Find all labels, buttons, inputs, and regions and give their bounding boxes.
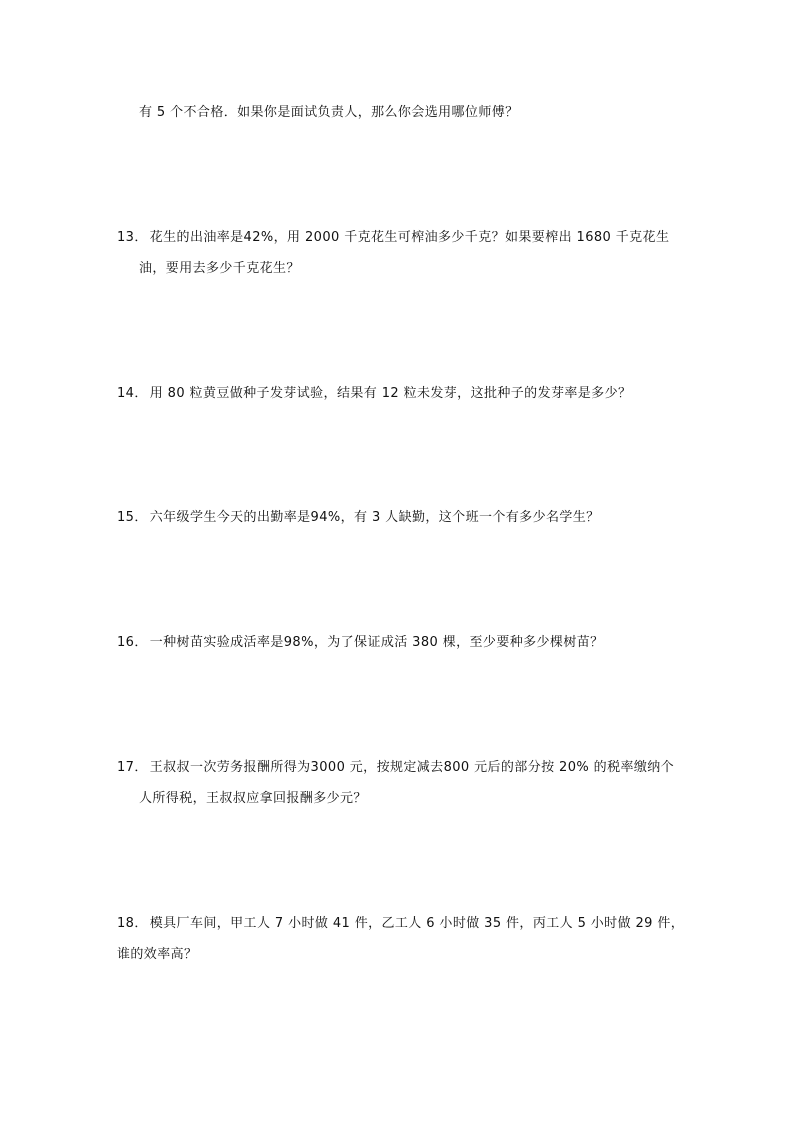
problem-13-line-1 <box>117 229 669 247</box>
problem-17-line-1 <box>117 759 674 777</box>
problem-18-text: 模具厂车间，甲工人 7 小时做 41 件，乙工人 6 小时做 35 件，丙工人 5 小时做 29 件， <box>149 916 685 931</box>
problem-15-text: 六年级学生今天的出勤率是94%，有 3 人缺勤，这个班一个有多少名学生？ <box>149 510 600 525</box>
problem-15-line-1 <box>117 509 600 527</box>
problem-13-number: 13． <box>117 230 148 245</box>
problem-17-number: 17． <box>117 760 148 775</box>
problem-14-number: 14． <box>117 386 148 401</box>
problem-15-number: 15． <box>117 510 148 525</box>
problem-16-number: 16． <box>117 635 148 650</box>
problem-13-line-2: 油，要用去多少千克花生？ <box>139 261 300 276</box>
problem-16-line-1 <box>117 634 604 652</box>
problem-17-line-2: 人所得税，王叔叔应拿回报酬多少元？ <box>139 791 367 806</box>
problem-17-text: 王叔叔一次劳务报酬所得为3000 元，按规定减去800 元后的部分按 20% 的税率缴纳个 <box>149 760 675 775</box>
problem-12-continuation: 有 5 个不合格．如果你是面试负责人，那么你会选用哪位师傅？ <box>139 105 519 120</box>
problem-14-text: 用 80 粒黄豆做种子发芽试验，结果有 12 粒未发芽，这批种子的发芽率是多少？ <box>149 386 632 401</box>
problem-18-line-1 <box>117 915 684 933</box>
problem-18-line-2: 谁的效率高？ <box>117 947 198 962</box>
problem-16-text: 一种树苗实验成活率是98%，为了保证成活 380 棵，至少要种多少棵树苗？ <box>149 635 604 650</box>
problem-13-text: 花生的出油率是42%，用 2000 千克花生可榨油多少千克？如果要榨出 1680 千克花生 <box>149 230 670 245</box>
problem-14-line-1 <box>117 385 631 403</box>
problem-18-number: 18． <box>117 916 148 931</box>
